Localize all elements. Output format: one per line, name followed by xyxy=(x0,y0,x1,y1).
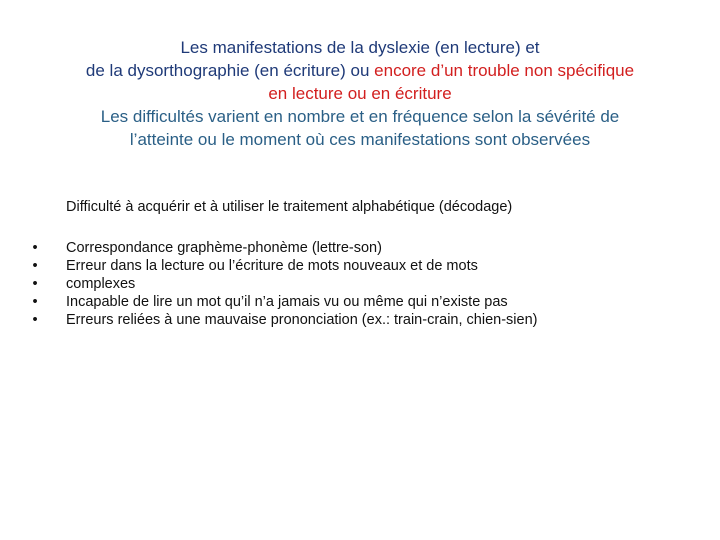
list-item-text: Incapable de lire un mot qu’il n’a jamais vu ou même qui n’existe pas xyxy=(66,294,508,310)
title-line-2 xyxy=(20,59,700,82)
subtitle-line-1: Les difficultés varient en nombre et en fréquence selon la sévérité de xyxy=(100,107,620,126)
list-item xyxy=(30,275,537,293)
title-line-2-part-a: de la dysorthographie (en écriture) ou xyxy=(85,61,375,80)
list-item xyxy=(30,311,537,329)
subtitle-line-2: l’atteinte ou le moment où ces manifestations sont observées xyxy=(129,130,591,149)
list-item xyxy=(30,239,537,257)
list-item-text: Erreur dans la lecture ou l’écriture de mots nouveaux et de mots xyxy=(66,258,478,274)
section-heading: Difficulté à acquérir et à utiliser le traitement alphabétique (décodage) xyxy=(66,199,513,215)
bullet-icon: • xyxy=(32,240,38,256)
list-item-text: complexes xyxy=(66,276,136,292)
bullet-icon: • xyxy=(32,312,38,328)
list-item xyxy=(30,293,537,311)
bullet-list xyxy=(30,239,537,329)
bullet-icon: • xyxy=(32,276,38,292)
title-line-1: Les manifestations de la dyslexie (en lecture) et xyxy=(180,38,540,57)
list-item-text: Correspondance graphème-phonème (lettre-son) xyxy=(66,240,382,256)
bullet-icon: • xyxy=(32,258,38,274)
bullet-icon: • xyxy=(32,294,38,310)
title-line-3: en lecture ou en écriture xyxy=(268,84,452,103)
list-item-text: Erreurs reliées à une mauvaise prononciation (ex.: train-crain, chien-sien) xyxy=(66,312,538,328)
title-block xyxy=(20,36,700,151)
list-item xyxy=(30,257,537,275)
title-line-2-part-b: encore d’un trouble non spécifique xyxy=(374,61,635,80)
